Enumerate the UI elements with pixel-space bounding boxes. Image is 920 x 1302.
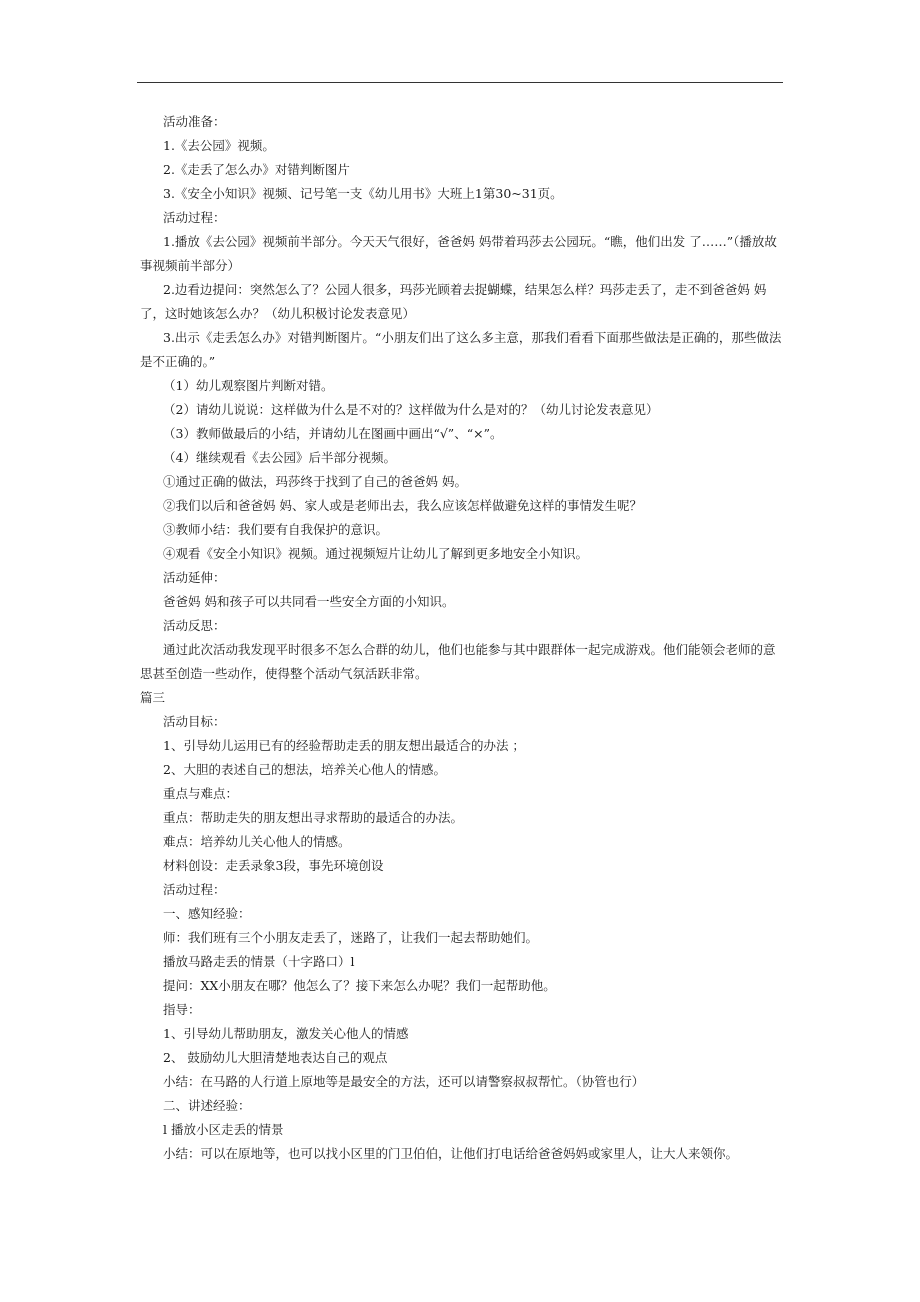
- text-line: 活动过程：: [163, 882, 226, 897]
- text-line: 1、引导幼儿运用已有的经验帮助走丢的朋友想出最适合的办法 ；: [163, 738, 525, 753]
- text-line: （3）教师做最后的小结，并请幼儿在图画中画出“√”、“×”。: [163, 426, 503, 441]
- text-line: 3.出示《走丢怎么办》对错判断图片。“小朋友们出了这么多主意，那我们看看下面那些做法是正确的，那些做法是不正确的。”: [140, 330, 782, 369]
- text-line: 2、大胆的表述自己的想法，培养关心他人的情感。: [163, 762, 446, 777]
- header-rule: [137, 82, 783, 83]
- text-line: 1.《去公园》视频。: [163, 138, 275, 153]
- text-line: 2.边看边提问：突然怎么了？公园人很多，玛莎光顾着去捉蝴蝶，结果怎么样？玛莎走丢了，走不到爸爸妈 妈了，这时她该怎么办？（幼儿积极讨论发表意见）: [140, 282, 767, 321]
- text-line: 3.《安全小知识》视频、记号笔一支《幼儿用书》大班上1第30~31页。: [163, 186, 563, 201]
- text-line: 一、感知经验：: [163, 906, 251, 921]
- text-line: 1、引导幼儿帮助朋友，激发关心他人的情感: [163, 1026, 409, 1041]
- text-line: 材料创设：走丢录象3段，事先环境创设: [163, 858, 384, 873]
- text-line: （1）幼儿观察图片判断对错。: [163, 378, 334, 393]
- document-body: [140, 110, 783, 1166]
- text-line: 2.《走丢了怎么办》对错判断图片: [163, 162, 350, 177]
- text-line: 活动延伸：: [163, 570, 226, 585]
- text-line: 难点：培养幼儿关心他人的情感。: [163, 834, 351, 849]
- text-line: 提问：XX小朋友在哪？他怎么了？接下来怎么办呢？我们一起帮助他。: [163, 978, 556, 993]
- text-line: 活动准备：: [163, 114, 226, 129]
- text-line: l 播放小区走丢的情景: [163, 1122, 284, 1137]
- text-line: 活动过程：: [163, 210, 226, 225]
- text-line: ③教师小结：我们要有自我保护的意识。: [163, 522, 389, 537]
- text-line: ②我们以后和爸爸妈 妈、家人或是老师出去，我么应该怎样做避免这样的事情发生呢？: [163, 498, 642, 513]
- text-line: 活动目标：: [163, 714, 226, 729]
- text-line: 小结：在马路的人行道上原地等是最安全的方法，还可以请警察叔叔帮忙。（协管也行）: [163, 1074, 645, 1089]
- text-line: 二、讲述经验：: [163, 1098, 251, 1113]
- text-line: 重点：帮助走失的朋友想出寻求帮助的最适合的办法。: [163, 810, 464, 825]
- text-line: 1.播放《去公园》视频前半部分。今天天气很好，爸爸妈 妈带着玛莎去公园玩。“瞧，他们出发 了……”（播放故事视频前半部分）: [140, 234, 777, 273]
- text-line: 指导：: [163, 1002, 201, 1017]
- text-line: 播放马路走丢的情景（十字路口）l: [163, 954, 355, 969]
- text-line: 2、 鼓励幼儿大胆清楚地表达自己的观点: [163, 1050, 388, 1065]
- text-line: （2）请幼儿说说：这样做为什么是不对的？这样做为什么是对的？（幼儿讨论发表意见）: [163, 402, 659, 417]
- text-line: 重点与难点：: [163, 786, 239, 801]
- text-line: 小结：可以在原地等，也可以找小区里的门卫伯伯，让他们打电话给爸爸妈妈或家里人，让大人来领你。: [163, 1146, 739, 1161]
- text-line: 篇三: [140, 690, 166, 705]
- text-line: ①通过正确的做法，玛莎终于找到了自己的爸爸妈 妈。: [163, 474, 467, 489]
- text-line: ④观看《安全小知识》视频。通过视频短片让幼儿了解到更多地安全小知识。: [163, 546, 589, 561]
- text-line: （4）继续观看《去公园》后半部分视频。: [163, 450, 396, 465]
- text-line: 活动反思：: [163, 618, 226, 633]
- text-line: 师：我们班有三个小朋友走丢了，迷路了，让我们一起去帮助她们。: [163, 930, 539, 945]
- text-line: 爸爸妈 妈和孩子可以共同看一些安全方面的小知识。: [163, 594, 455, 609]
- text-line: 通过此次活动我发现平时很多不怎么合群的幼儿，他们也能参与其中跟群体一起完成游戏。他们能领会老师的意思甚至创造一些动作，使得整个活动气氛活跃非常。: [140, 642, 776, 681]
